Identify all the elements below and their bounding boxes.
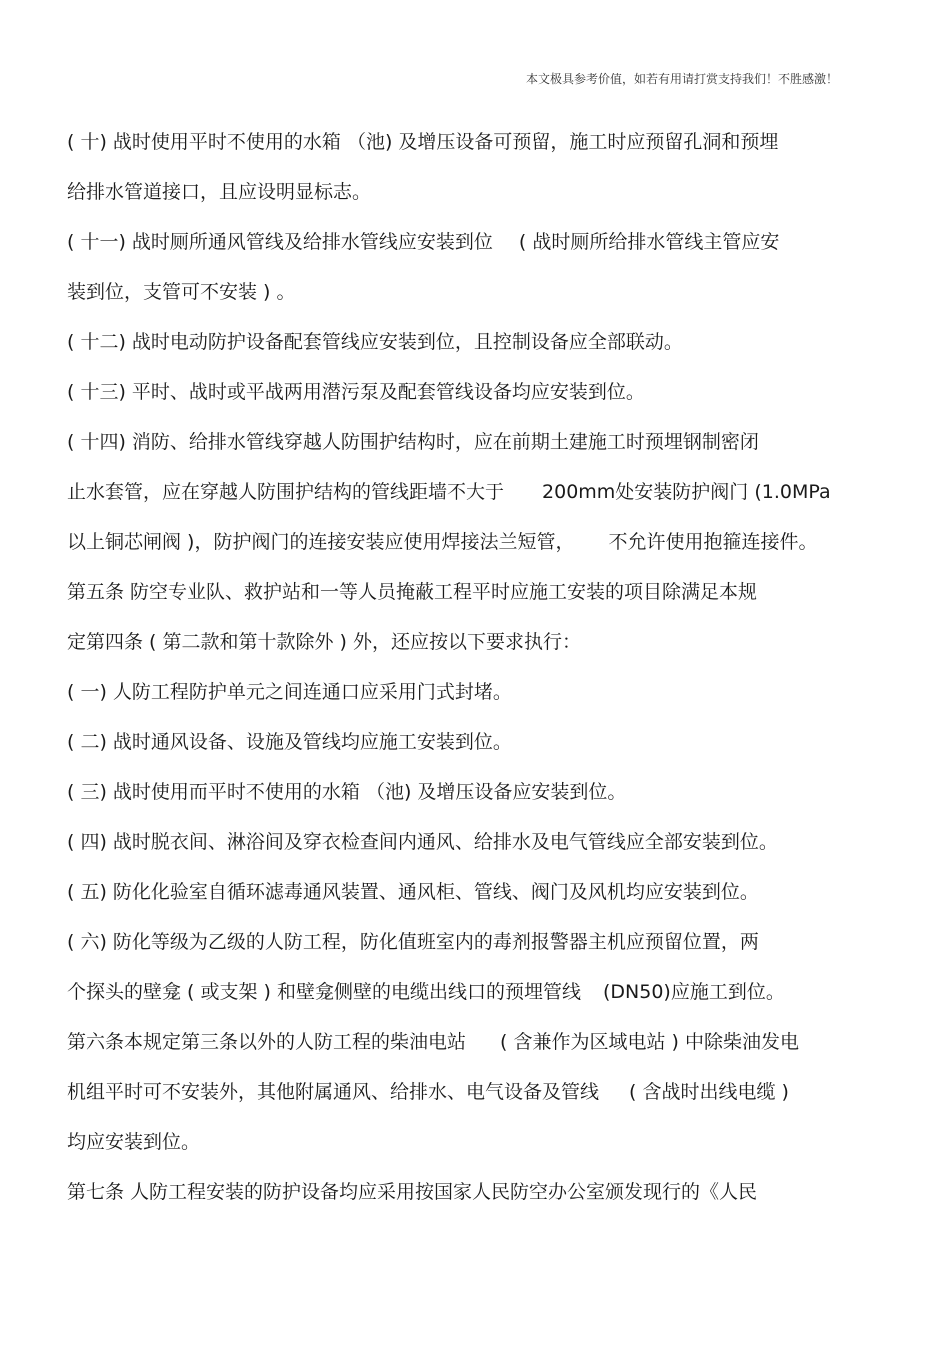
line-text: 止水套管，应在穿越人防围护结构的管线距墙不大于: [67, 481, 505, 503]
text-line: [67, 126, 897, 176]
text-line: [67, 1026, 897, 1076]
line-text: 个探头的壁龛 ( 或支架 ) 和壁龛侧壁的电缆出线口的预埋管线: [67, 981, 581, 1003]
text-line: [67, 1076, 897, 1126]
line-text: 机组平时可不安装外，其他附属通风、给排水、电气设备及管线: [67, 1081, 600, 1103]
line-text: 定第四条 ( 第二款和第十款除外 ) 外，还应按以下要求执行：: [67, 631, 581, 653]
text-line: [67, 476, 897, 526]
text-line: [67, 926, 897, 976]
line-text: 以上铜芯闸阀 )，防护阀门的连接安装应使用焊接法兰短管，: [67, 531, 575, 553]
line-text: 不允许使用抱箍连接件。: [608, 531, 818, 553]
text-line: [67, 726, 897, 776]
line-text: ( 四) 战时脱衣间、淋浴间及穿衣检查间内通风、给排水及电气管线应全部安装到位。: [67, 831, 778, 853]
line-text: ( 十) 战时使用平时不使用的水箱 （池) 及增压设备可预留，施工时应预留孔洞和预埋: [67, 131, 779, 153]
text-line: [67, 676, 897, 726]
line-text: (DN50)应施工到位。: [603, 981, 785, 1003]
text-line: [67, 376, 897, 426]
line-text: ( 二) 战时通风设备、设施及管线均应施工安装到位。: [67, 731, 512, 753]
line-text: ( 一) 人防工程防护单元之间连通口应采用门式封堵。: [67, 681, 512, 703]
line-text: ( 十一) 战时厕所通风管线及给排水管线应安装到位: [67, 231, 493, 253]
line-text: 第五条 防空专业队、救护站和一等人员掩蔽工程平时应施工安装的项目除满足本规: [67, 581, 758, 603]
line-text: ( 六) 防化等级为乙级的人防工程，防化值班室内的毒剂报警器主机应预留位置，两: [67, 931, 759, 953]
text-line: [67, 776, 897, 826]
line-text: ( 战时厕所给排水管线主管应安: [518, 231, 780, 253]
text-line: [67, 876, 897, 926]
text-line: [67, 526, 897, 576]
line-text: ( 十四) 消防、给排水管线穿越人防围护结构时，应在前期土建施工时预埋钢制密闭: [67, 431, 759, 453]
text-line: [67, 226, 897, 276]
line-text: ( 含战时出线电缆 ): [629, 1081, 789, 1103]
line-text: ( 含兼作为区域电站 ) 中除柴油发电: [500, 1031, 799, 1053]
line-text: 200mm处安装防护阀门 (1.0MPa: [542, 481, 831, 503]
document-body: [67, 126, 897, 1226]
line-text: ( 五) 防化化验室自循环滤毒通风装置、通风柜、管线、阀门及风机均应安装到位。: [67, 881, 759, 903]
line-text: ( 十三) 平时、战时或平战两用潜污泵及配套管线设备均应安装到位。: [67, 381, 645, 403]
text-line: [67, 626, 897, 676]
text-line: [67, 426, 897, 476]
text-line: [67, 326, 897, 376]
line-text: 装到位，支管可不安装 ) 。: [67, 281, 296, 303]
text-line: [67, 976, 897, 1026]
text-line: [67, 176, 897, 226]
header-notice: 本文极具参考价值，如若有用请打赏支持我们！不胜感激！: [525, 72, 838, 86]
text-line: [67, 576, 897, 626]
line-text: 给排水管道接口，且应设明显标志。: [67, 181, 372, 203]
line-text: 均应安装到位。: [67, 1131, 201, 1153]
text-line: [67, 1126, 897, 1176]
line-text: ( 三) 战时使用而平时不使用的水箱 （池) 及增压设备应安装到位。: [67, 781, 627, 803]
line-text: ( 十二) 战时电动防护设备配套管线应安装到位，且控制设备应全部联动。: [67, 331, 683, 353]
text-line: [67, 276, 897, 326]
text-line: [67, 1176, 897, 1226]
line-text: 第七条 人防工程安装的防护设备均应采用按国家人民防空办公室颁发现行的《人民: [67, 1181, 758, 1203]
text-line: [67, 826, 897, 876]
line-text: 第六条本规定第三条以外的人防工程的柴油电站: [67, 1031, 467, 1053]
